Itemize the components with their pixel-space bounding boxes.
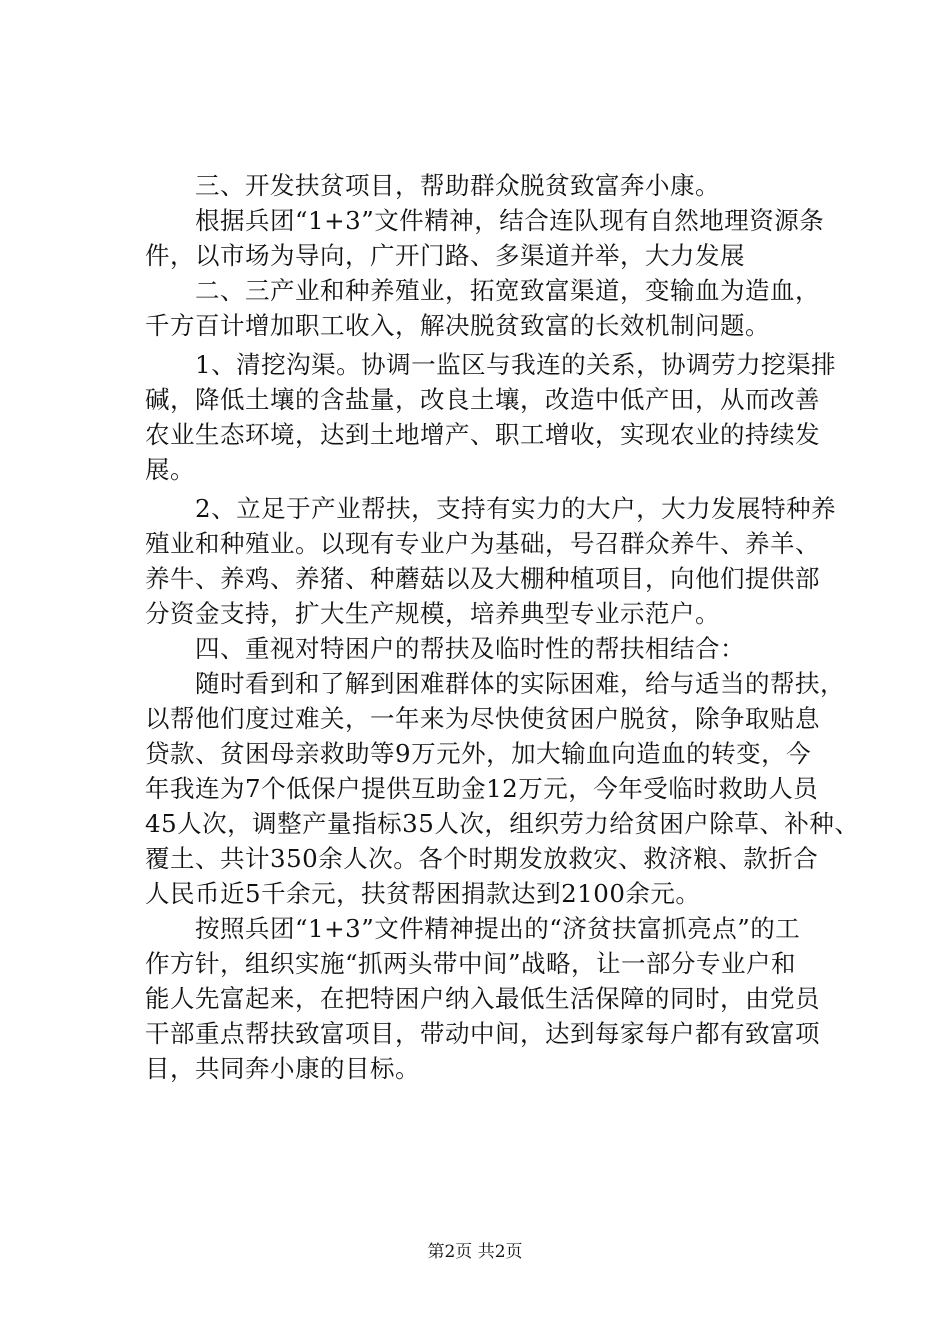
paragraph-line: 千方百计增加职工收入，解决脱贫致富的长效机制问题。 [145, 311, 770, 340]
paragraph-line: 年我连为7个低保户提供互助金12万元，今年受临时救助人员 [145, 774, 819, 803]
paragraph-line: 2、立足于产业帮扶，支持有实力的大户，大力发展特种养 [145, 494, 837, 523]
paragraph-line: 贷款、贫困母亲救助等9万元外，加大输血向造血的转变，今 [145, 739, 812, 768]
paragraph-line: 能人先富起来，在把特困户纳入最低生活保障的同时，由党员 [145, 984, 820, 1013]
page-number-label: 第2页 共2页 [427, 1242, 523, 1262]
paragraph-line: 殖业和种殖业。以现有专业户为基础，号召群众养牛、养羊、 [145, 529, 820, 558]
paragraph-line: 覆土、共计350余人次。各个时期发放救灾、救济粮、款折合 [145, 844, 819, 873]
paragraph-line: 随时看到和了解到困难群体的实际困难，给与适当的帮扶， [145, 669, 845, 698]
paragraph-line: 45人次，调整产量指标35人次，组织劳力给贫困户除草、补种、 [145, 809, 860, 838]
paragraph-line: 养牛、养鸡、养猪、种蘑菇以及大棚种植项目，向他们提供部 [145, 564, 820, 593]
paragraph-line: 按照兵团“1+3”文件精神提出的“济贫扶富抓亮点”的工 [145, 914, 801, 943]
paragraph-line: 农业生态环境，达到土地增产、职工增收，实现农业的持续发 [145, 420, 820, 449]
paragraph-line: 四、重视对特困户的帮扶及临时性的帮扶相结合： [145, 634, 745, 663]
paragraph-line: 分资金支持，扩大生产规模，培养典型专业示范户。 [145, 599, 720, 628]
paragraph-line: 二、三产业和种养殖业，拓宽致富渠道，变输血为造血， [145, 276, 820, 305]
paragraph-line: 1、清挖沟渠。协调一监区与我连的关系，协调劳力挖渠排 [145, 350, 837, 379]
paragraph-line: 目，共同奔小康的目标。 [145, 1054, 420, 1083]
paragraph-line: 件，以市场为导向，广开门路、多渠道并举，大力发展 [145, 241, 745, 270]
page-footer [0, 1241, 950, 1263]
document-body [145, 168, 860, 1086]
paragraph-line: 作方针，组织实施“抓两头带中间”战略，让一部分专业户和 [145, 949, 797, 978]
paragraph-line: 碱，降低土壤的含盐量，改良土壤，改造中低产田，从而改善 [145, 385, 820, 414]
paragraph-line: 干部重点帮扶致富项目，带动中间，达到每家每户都有致富项 [145, 1019, 820, 1048]
paragraph-line: 三、开发扶贫项目，帮助群众脱贫致富奔小康。 [145, 171, 720, 200]
paragraph-line: 以帮他们度过难关，一年来为尽快使贫困户脱贫，除争取贴息 [145, 704, 820, 733]
paragraph-line: 展。 [145, 455, 195, 484]
paragraph-line: 根据兵团“1+3”文件精神，结合连队现有自然地理资源条 [145, 206, 825, 235]
paragraph-line: 人民币近5千余元，扶贫帮困捐款达到2100余元。 [145, 879, 701, 908]
